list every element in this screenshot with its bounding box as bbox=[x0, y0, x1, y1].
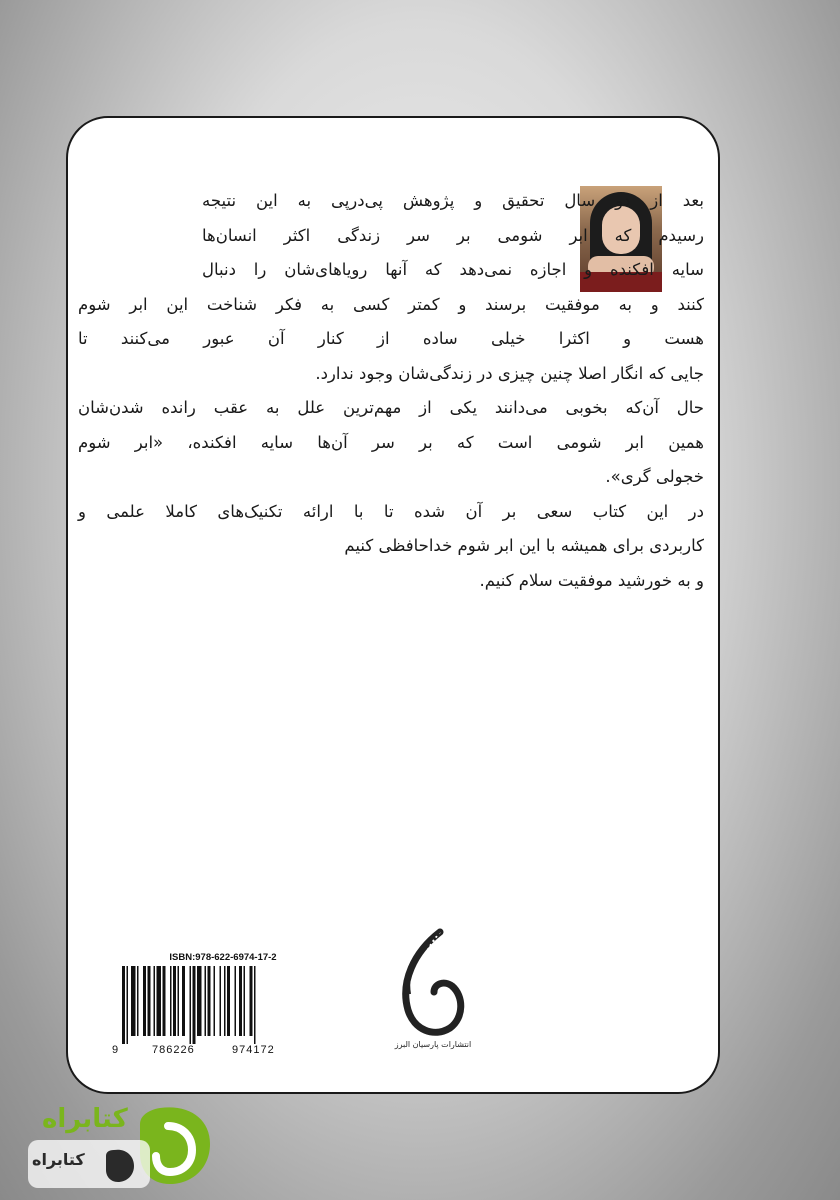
barcode-digits-right: 974172 bbox=[232, 1044, 275, 1056]
barcode-bar bbox=[154, 966, 156, 1036]
barcode-bar bbox=[137, 966, 139, 1036]
barcode-bar bbox=[182, 966, 185, 1036]
barcode-bar bbox=[170, 966, 172, 1036]
barcode-bar bbox=[190, 966, 192, 1044]
barcode-bar bbox=[127, 966, 129, 1044]
barcode-bar bbox=[197, 966, 202, 1036]
barcode-bar bbox=[224, 966, 226, 1036]
barcode-bar bbox=[239, 966, 242, 1036]
barcode-bar bbox=[254, 966, 256, 1044]
text-line: در این کتاب سعی بر آن شده تا با ارائه تکنیک‌های کاملا علمی و bbox=[78, 501, 704, 521]
paragraph-3 bbox=[78, 495, 704, 599]
barcode-bar bbox=[244, 966, 246, 1036]
publisher-name: انتشارات پارسیان البرز bbox=[394, 1040, 472, 1049]
text-line: کنند و به موفقیت برسند و کمتر کسی به فکر شناخت این ابر شوم bbox=[78, 294, 704, 314]
text-line: جایی که انگار اصلا چنین چیزی در زندگی‌شان وجود ندارد. bbox=[315, 363, 704, 383]
barcode-bar bbox=[193, 966, 196, 1044]
text-line: سایه افکنده و اجازه نمی‌دهد که آنها رویاهای‌شان را دنبال bbox=[202, 260, 704, 279]
text-line: همین ابر شومی است که بر سر آن‌ها سایه افکنده، «ابر شوم bbox=[78, 432, 704, 452]
barcode-bar bbox=[220, 966, 222, 1036]
barcode-bar bbox=[173, 966, 176, 1036]
barcode-digits-left: 786226 bbox=[152, 1044, 195, 1056]
isbn-label: ISBN:978-622-6974-17-2 bbox=[169, 952, 277, 963]
text-line: بعد از دو سال تحقیق و پژوهش پی‌درپی به این نتیجه bbox=[202, 191, 704, 210]
watermark-text-bottom: کتابراه bbox=[32, 1150, 85, 1169]
text-line: هست و اکثرا خیلی ساده از کنار آن عبور می‌کنند تا bbox=[78, 329, 704, 348]
paragraph-1 bbox=[78, 184, 704, 391]
ketabrah-watermark bbox=[10, 1094, 220, 1194]
barcode-digits bbox=[112, 1044, 300, 1058]
barcode-bar bbox=[178, 966, 180, 1036]
text-line: کاربردی برای همیشه با این ابر شوم خداحافظی کنیم bbox=[344, 536, 704, 555]
text-line: خجولی گری». bbox=[605, 467, 704, 486]
barcode-bar bbox=[148, 966, 151, 1036]
barcode-bar bbox=[205, 966, 207, 1036]
barcode-bar bbox=[214, 966, 216, 1036]
barcode-bar bbox=[122, 966, 125, 1044]
barcode-bar bbox=[157, 966, 162, 1036]
text-line: رسیدم که ابر شومی بر سر زندگی اکثر انسان‌ها bbox=[202, 225, 704, 245]
isbn-barcode bbox=[112, 952, 300, 1062]
barcode-bar bbox=[250, 966, 253, 1036]
barcode-bar bbox=[235, 966, 237, 1036]
paragraph-2 bbox=[78, 391, 704, 495]
barcode-bars bbox=[112, 966, 300, 1046]
barcode-bar bbox=[163, 966, 166, 1036]
watermark-text-top: کتابراه bbox=[42, 1104, 128, 1134]
barcode-bar bbox=[208, 966, 211, 1036]
blurb-text bbox=[78, 184, 704, 598]
barcode-bar bbox=[131, 966, 136, 1036]
text-line: و به خورشید موفقیت سلام کنیم. bbox=[479, 570, 704, 590]
barcode-digit-first: 9 bbox=[112, 1044, 119, 1056]
text-line: حال آن‌که بخوبی می‌دانند یکی از مهم‌ترین علل به عقب رانده شدن‌شان bbox=[78, 398, 704, 417]
barcode-bar bbox=[143, 966, 146, 1036]
barcode-bar bbox=[227, 966, 230, 1036]
